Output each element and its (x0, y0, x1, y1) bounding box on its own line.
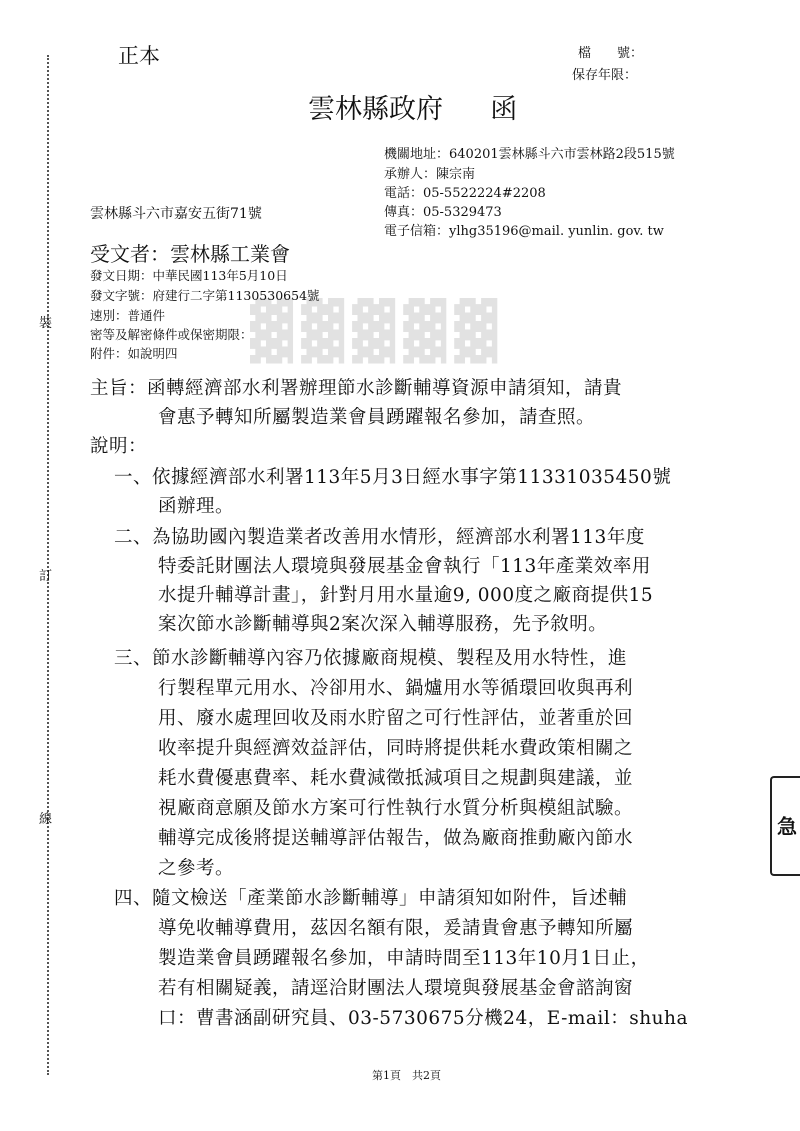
item-4-line: 口：曹書涵副研究員、03-5730675分機24，E-mail：shuha (158, 1008, 688, 1029)
subject-line-2: 會惠予轉知所屬製造業會員踴躍報名參加，請查照。 (158, 407, 596, 428)
retention-label: 保存年限： (572, 68, 638, 83)
item-3-line: 輔導完成後將提送輔導評估報告，做為廠商推動廠內節水 (158, 828, 634, 849)
doc-title (308, 87, 517, 126)
issue-date: 發文日期：中華民國113年5月10日 (90, 268, 288, 283)
item-4-line: 製造業會員踴躍報名參加，申請時間至113年10月1日止， (158, 948, 650, 969)
speed: 速別：普通件 (90, 308, 166, 323)
item-4-line: 四、隨文檢送「產業節水診斷輔導」申請須知如附件，旨述輔 (114, 888, 628, 909)
sender-email: 電子信箱：ylhg35196@mail. yunlin. gov. tw (384, 224, 664, 239)
faint-seal-stamp: ▓▓▓▓▓ (250, 298, 506, 364)
binding-label-middle: 訂 (39, 569, 53, 584)
attachment: 附件：如說明四 (90, 346, 178, 361)
recipient: 受文者：雲林縣工業會 (90, 242, 290, 266)
secrecy: 密等及解密條件或保密期限： (90, 327, 253, 342)
binding-label-bottom: 線 (39, 812, 53, 827)
item-3-line: 收率提升與經濟效益評估，同時將提供耗水費政策相關之 (158, 738, 634, 759)
item-2-line: 水提升輔導計畫」，針對月用水量逾9, 000度之廠商提供15 (158, 585, 654, 606)
item-3-line: 之參考。 (158, 858, 235, 879)
item-2-line: 案次節水診斷輔導與2案次深入輔導服務，先予敘明。 (158, 614, 608, 635)
doc-number: 發文字號：府建行二字第1130530654號 (90, 288, 320, 303)
item-3-line: 視廠商意願及節水方案可行性執行水質分析與模組試驗。 (158, 798, 634, 819)
binding-label-top: 裝 (39, 316, 53, 331)
item-3-line: 用、廢水處理回收及雨水貯留之可行性評估，並著重於回 (158, 708, 634, 729)
item-3-line: 三、節水診斷輔導內容乃依據廠商規模、製程及用水特性，進 (114, 648, 628, 669)
recipient-address: 雲林縣斗六市嘉安五街71號 (90, 206, 262, 222)
item-2-line: 二、為協助國內製造業者改善用水情形，經濟部水利署113年度 (114, 527, 645, 548)
item-3-line: 行製程單元用水、冷卻用水、鍋爐用水等循環回收與再利 (158, 678, 634, 699)
item-1-line: 一、依據經濟部水利署113年5月3日經水事字第11331035450號 (114, 467, 672, 488)
item-1-line: 函辦理。 (158, 496, 235, 517)
sender-address: 機關地址：640201雲林縣斗六市雲林路2段515號 (384, 147, 675, 162)
subject-line-1: 主旨：函轉經濟部水利署辦理節水診斷輔導資源申請須知，請貴 (90, 378, 623, 399)
explanation-label: 說明： (90, 436, 148, 457)
sender-handler: 承辦人：陳宗南 (384, 167, 476, 182)
page-number: 第1頁 共2頁 (372, 1069, 441, 1082)
copy-type: 正本 (118, 44, 160, 68)
item-4-line: 導免收輔導費用，茲因名額有限，爰請貴會惠予轉知所屬 (158, 918, 634, 939)
item-4-line: 若有相關疑義，請逕洽財團法人環境與發展基金會諮詢窗 (158, 978, 634, 999)
doc-type: 函 (490, 94, 518, 125)
item-2-line: 特委託財團法人環境與發展基金會執行「113年產業效率用 (158, 556, 651, 577)
file-number-label: 檔 號： (578, 46, 644, 61)
item-3-line: 耗水費優惠費率、耗水費減徵抵減項目之規劃與建議，並 (158, 768, 634, 789)
issuing-org: 雲林縣政府 (308, 94, 443, 125)
urgent-stamp: 急 (770, 776, 800, 876)
sender-phone: 電話：05-5522224#2208 (384, 186, 546, 201)
sender-fax: 傳真：05-5329473 (384, 205, 502, 220)
